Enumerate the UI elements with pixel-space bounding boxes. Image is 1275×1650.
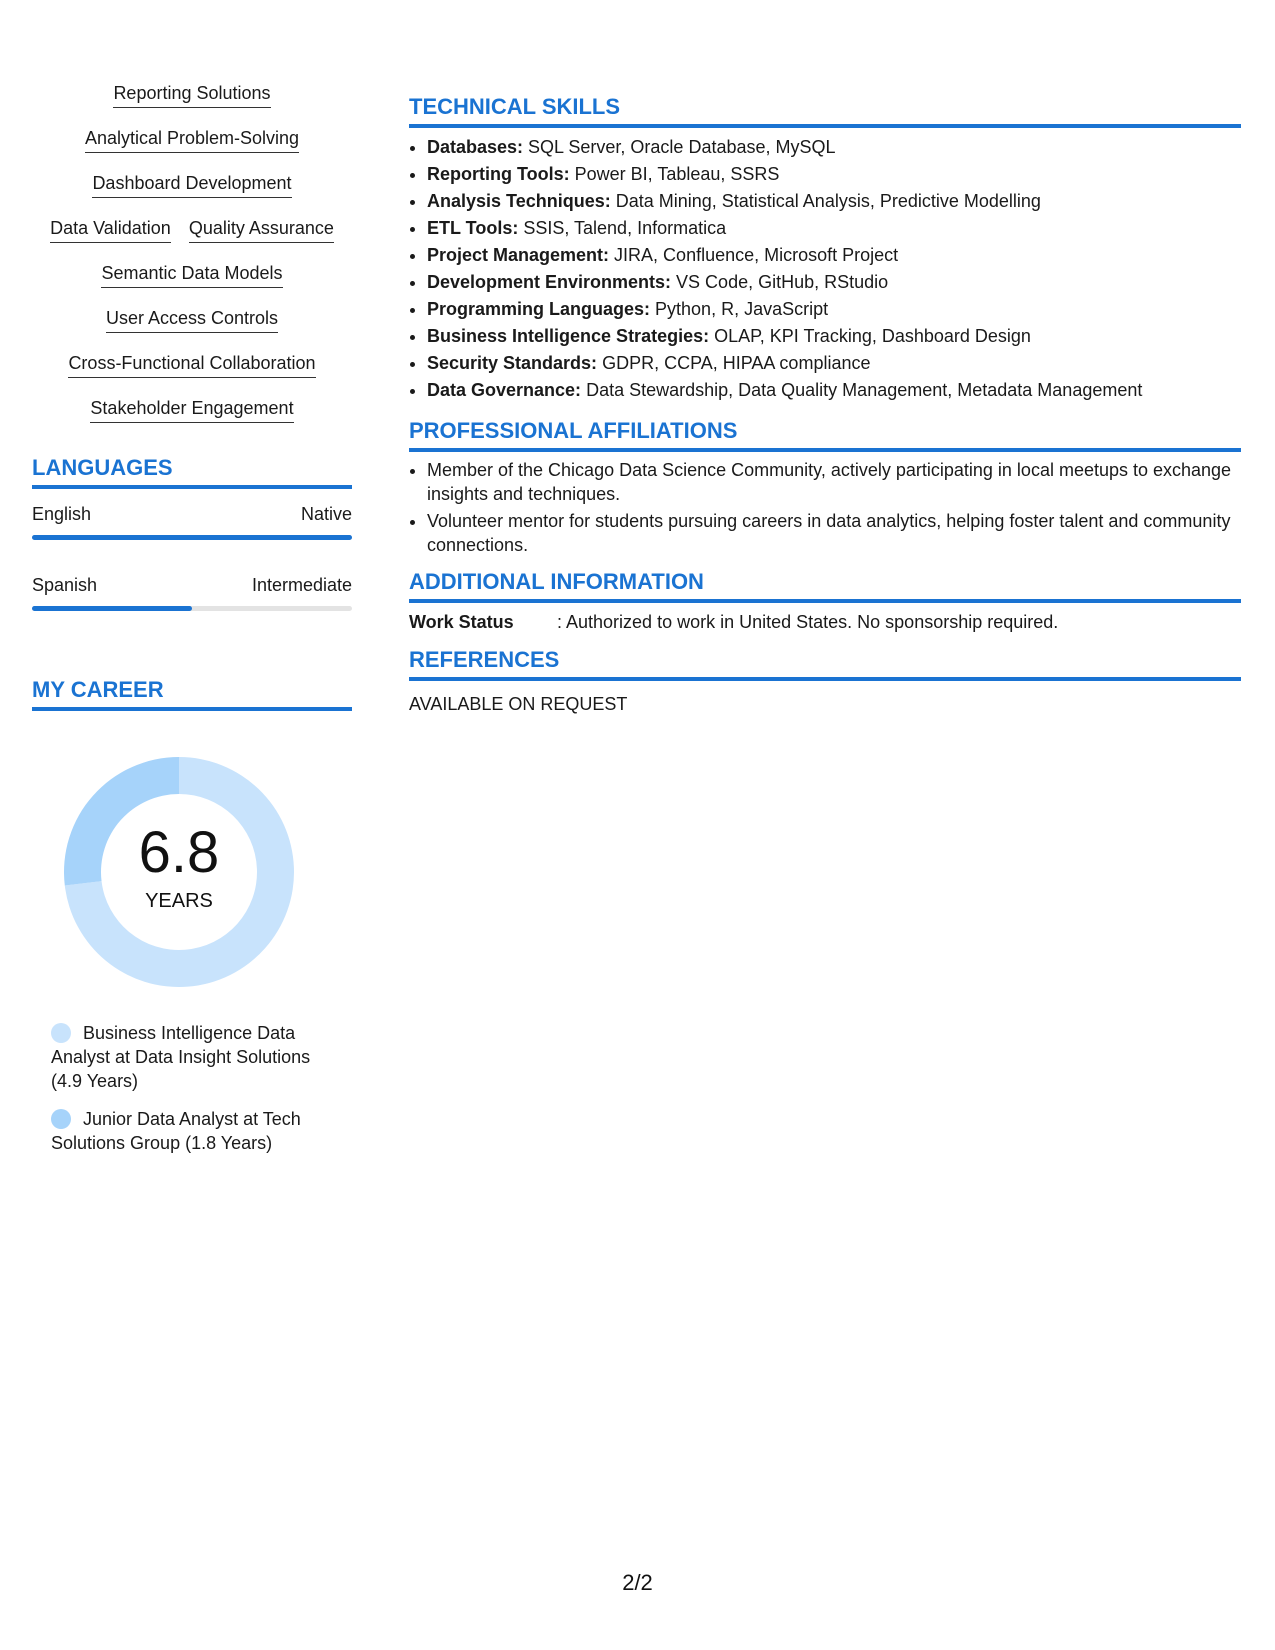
- technical-skill-item: [427, 323, 1241, 350]
- technical-skill-item: [427, 269, 1241, 296]
- skill-tag: Analytical Problem-Solving: [85, 125, 299, 153]
- page-number: 2/2: [622, 1570, 653, 1595]
- language-row: [32, 572, 352, 598]
- career-legend-item: [51, 1021, 341, 1093]
- affiliations-heading: PROFESSIONAL AFFILIATIONS: [409, 416, 1241, 452]
- technical-skill-text: OLAP, KPI Tracking, Dashboard Design: [709, 326, 1031, 346]
- language-name: English: [32, 504, 92, 524]
- career-total-years: 6.8: [138, 820, 220, 885]
- technical-skill-item: [427, 242, 1241, 269]
- career-donut-chart: [64, 757, 294, 987]
- work-status-row: [409, 609, 1241, 635]
- skill-row: [32, 80, 352, 108]
- language-level: Intermediate: [251, 575, 352, 595]
- language-proficiency-bar: [32, 535, 352, 540]
- career-total-unit: YEARS: [145, 890, 213, 912]
- skill-row: [32, 350, 352, 378]
- references-heading: REFERENCES: [409, 645, 1241, 681]
- skill-tag: Data Validation: [50, 215, 171, 243]
- technical-skill-text: GDPR, CCPA, HIPAA compliance: [597, 353, 871, 373]
- language-name: Spanish: [32, 575, 98, 595]
- career-legend: [51, 1021, 341, 1155]
- left-column: [32, 80, 352, 1169]
- skill-tag: User Access Controls: [106, 305, 278, 333]
- skill-row: [32, 305, 352, 333]
- legend-dot-icon: [51, 1109, 71, 1129]
- technical-skill-item: [427, 134, 1241, 161]
- technical-skills-heading: TECHNICAL SKILLS: [409, 92, 1241, 128]
- skill-row: [32, 125, 352, 153]
- technical-skill-label: Databases:: [427, 137, 524, 157]
- skill-row: [32, 215, 352, 243]
- technical-skill-label: Analysis Techniques:: [427, 191, 611, 211]
- legend-dot-icon: [51, 1023, 71, 1043]
- work-status-value: : Authorized to work in United States. No sponsorship required.: [557, 612, 1059, 632]
- work-status-label: Work Status: [409, 612, 514, 632]
- technical-skill-item: [427, 188, 1241, 215]
- skill-tag: Quality Assurance: [189, 215, 334, 243]
- career-heading: MY CAREER: [32, 675, 352, 711]
- technical-skill-label: Security Standards:: [427, 353, 598, 373]
- technical-skill-label: Reporting Tools:: [427, 164, 570, 184]
- additional-info-heading: ADDITIONAL INFORMATION: [409, 567, 1241, 603]
- language-row: [32, 501, 352, 527]
- technical-skill-item: [427, 377, 1241, 404]
- skill-row: [32, 260, 352, 288]
- technical-skill-text: Data Stewardship, Data Quality Management, Metadata Management: [581, 380, 1143, 400]
- skill-row: [32, 395, 352, 423]
- technical-skill-text: Python, R, JavaScript: [650, 299, 829, 319]
- career-legend-item: [51, 1107, 341, 1155]
- affiliations-list: [409, 458, 1241, 557]
- skill-tag: Reporting Solutions: [113, 80, 270, 108]
- career-label: Business Intelligence Data Analyst at Data Insight Solutions (4.9 Years): [51, 1023, 311, 1091]
- technical-skill-text: Power BI, Tableau, SSRS: [569, 164, 780, 184]
- technical-skill-text: VS Code, GitHub, RStudio: [671, 272, 889, 292]
- technical-skill-item: [427, 161, 1241, 188]
- language-item: [32, 572, 352, 611]
- technical-skill-text: SSIS, Talend, Informatica: [518, 218, 727, 238]
- technical-skill-label: Programming Languages:: [427, 299, 651, 319]
- skills-list: [32, 80, 352, 423]
- language-proficiency-bar: [32, 606, 352, 611]
- technical-skill-item: [427, 296, 1241, 323]
- technical-skill-label: Project Management:: [427, 245, 610, 265]
- language-proficiency-fill: [32, 606, 192, 611]
- technical-skill-label: Data Governance:: [427, 380, 582, 400]
- skill-tag: Dashboard Development: [92, 170, 291, 198]
- technical-skills-list: [409, 134, 1241, 404]
- affiliation-item: • Member of the Chicago Data Science Community, actively participating in local meetups to exchange insights and techniques.: [427, 458, 1241, 506]
- technical-skill-item: [427, 350, 1241, 377]
- skill-tag: Stakeholder Engagement: [90, 395, 293, 423]
- right-column: [409, 92, 1241, 717]
- skill-row: [32, 170, 352, 198]
- languages-heading: LANGUAGES: [32, 453, 352, 489]
- technical-skill-label: Business Intelligence Strategies:: [427, 326, 710, 346]
- language-level: Native: [300, 504, 352, 524]
- career-label: Junior Data Analyst at Tech Solutions Group (1.8 Years): [51, 1109, 301, 1153]
- technical-skill-text: SQL Server, Oracle Database, MySQL: [523, 137, 836, 157]
- languages-list: [32, 501, 352, 611]
- skill-tag: Semantic Data Models: [101, 260, 282, 288]
- technical-skill-label: Development Environments:: [427, 272, 672, 292]
- affiliation-item: • Volunteer mentor for students pursuing careers in data analytics, helping foster talent and community connections.: [427, 509, 1241, 557]
- technical-skill-text: Data Mining, Statistical Analysis, Predictive Modelling: [610, 191, 1041, 211]
- technical-skill-text: JIRA, Confluence, Microsoft Project: [609, 245, 899, 265]
- language-proficiency-fill: [32, 535, 352, 540]
- skill-tag: Cross-Functional Collaboration: [68, 350, 315, 378]
- references-text: AVAILABLE ON REQUEST: [409, 694, 628, 714]
- technical-skill-item: [427, 215, 1241, 242]
- language-item: [32, 501, 352, 540]
- technical-skill-label: ETL Tools:: [427, 218, 519, 238]
